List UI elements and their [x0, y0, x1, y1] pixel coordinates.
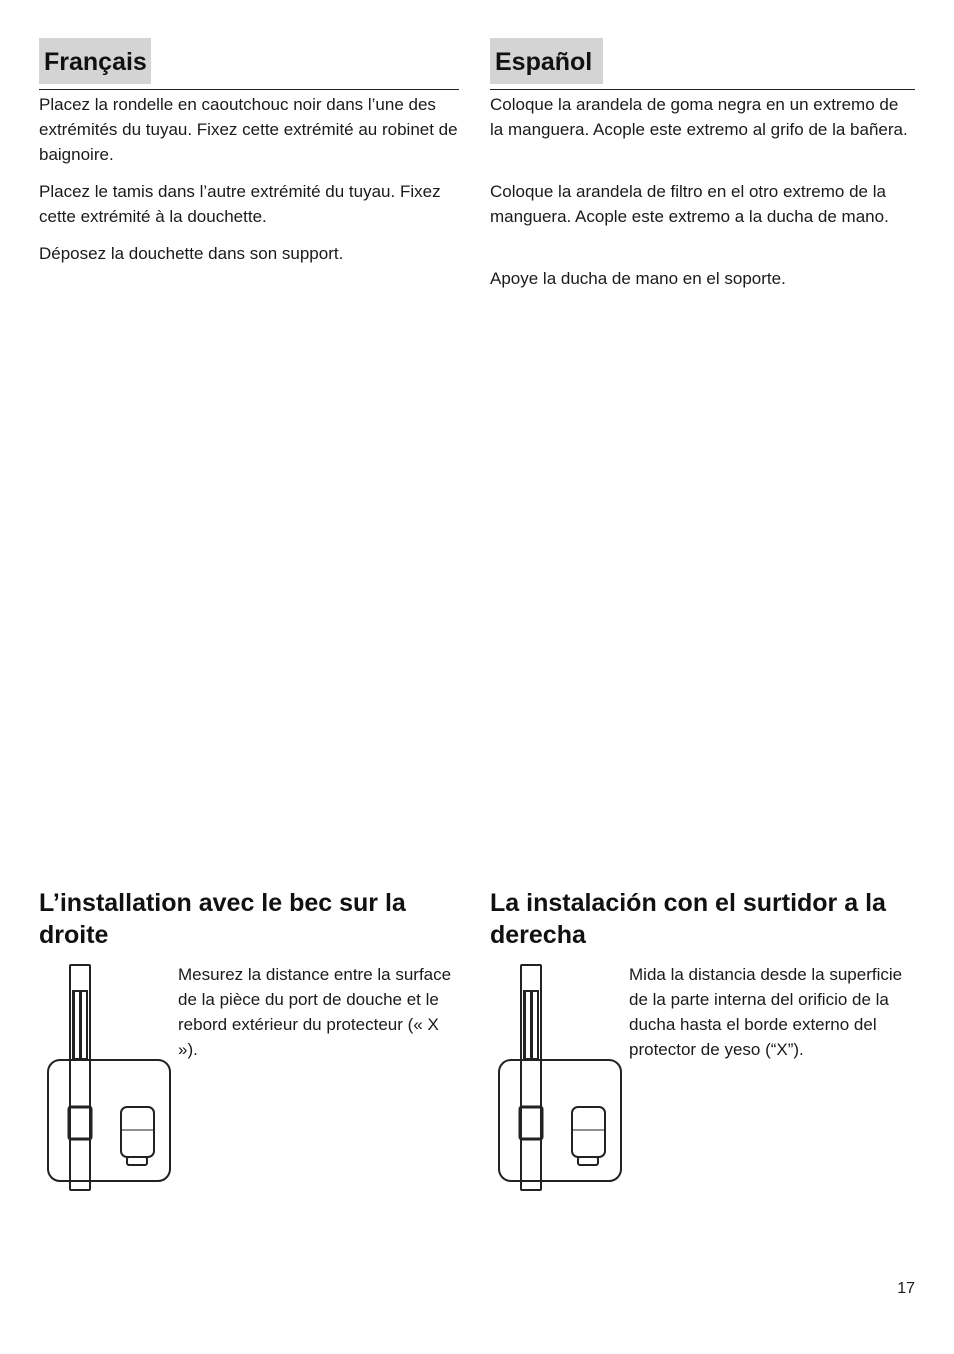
french-section-text: Mesurez la distance entre la surface de la pièce du port de douche et le rebord extérieur du protecteur (« X »).	[178, 965, 452, 1059]
spanish-paragraph-3: Apoye la ducha de mano en el soporte.	[490, 269, 786, 288]
spanish-header-rule	[490, 89, 915, 90]
french-paragraph-2: Placez le tamis dans l’autre extrémité du tuyau. Fixez cette extrémité à la douchette.	[39, 182, 441, 226]
spanish-section-title: La instalación con el surtidor a la derecha	[490, 889, 886, 949]
french-paragraph-3: Déposez la douchette dans son support.	[39, 244, 344, 263]
french-header-rule	[39, 89, 459, 90]
spanish-section-text: Mida la distancia desde la superficie de la parte interna del orificio de la ducha hasta el borde externo del protector de yeso (“X”).	[629, 965, 903, 1059]
spanish-paragraph-1: Coloque la arandela de goma negra en un extremo de la manguera. Acople este extremo al grifo de la bañera.	[490, 95, 908, 139]
french-paragraph-1: Placez la rondelle en caoutchouc noir dans l’une des extrémités du tuyau. Fixez cette extrémité au robinet de baignoire.	[39, 95, 458, 164]
french-section-title: L’installation avec le bec sur la droite	[39, 889, 406, 949]
page-number: 17	[897, 1280, 915, 1297]
spanish-paragraph-2: Coloque la arandela de filtro en el otro extremo de la manguera. Acople este extremo a la ducha de mano.	[490, 182, 889, 226]
french-shower-trim-illustration	[45, 962, 175, 1192]
spanish-language-tab: Español	[490, 38, 603, 84]
french-language-tab: Français	[39, 38, 151, 84]
spanish-shower-trim-illustration	[496, 962, 626, 1192]
